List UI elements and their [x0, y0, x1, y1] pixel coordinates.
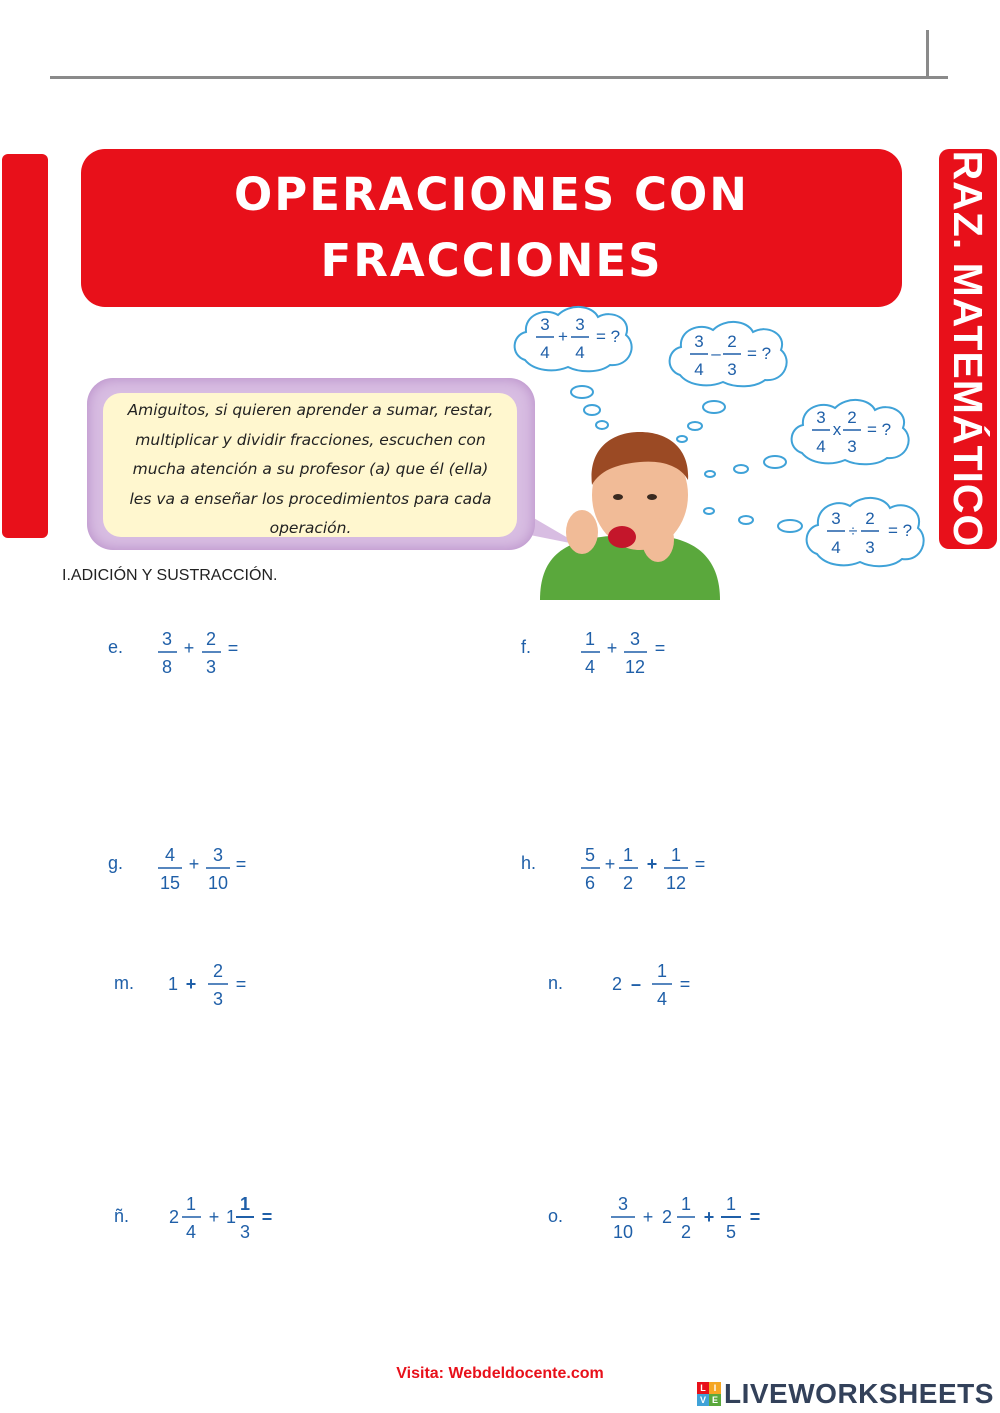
numerator: 1 — [656, 961, 668, 981]
equals: = — [235, 854, 247, 874]
equals: = — [679, 974, 691, 994]
denominator: 4 — [185, 1222, 197, 1242]
denominator: 8 — [161, 657, 173, 677]
title-line-1: OPERACIONES CON — [234, 168, 749, 221]
exercise-label: e. — [108, 637, 124, 657]
liveworksheets-wordmark: LIVEWORKSHEETS — [724, 1378, 994, 1409]
title-banner — [81, 149, 902, 307]
whole-number: 2 — [168, 1207, 180, 1227]
thought-cloud-division — [802, 496, 928, 568]
denominator: 3 — [205, 657, 217, 677]
cloud-num: 3 — [831, 509, 841, 528]
cloud-num: 3 — [816, 408, 826, 427]
exercise-o — [548, 1194, 760, 1242]
thought-cloud-addition — [510, 305, 636, 373]
cloud-den: 4 — [575, 343, 585, 362]
numerator: 1 — [680, 1194, 692, 1214]
denominator: 4 — [656, 989, 668, 1009]
denominator: 10 — [207, 873, 229, 893]
equals: = — [654, 638, 666, 658]
operator: + — [646, 854, 658, 874]
denominator: 2 — [680, 1222, 692, 1242]
equals: = — [261, 1207, 273, 1227]
exercise-label: g. — [108, 853, 124, 873]
liveworksheets-logo-icon: L I V E — [697, 1382, 721, 1406]
speech-line: mucha atención a su profesor (a) que él (ella) — [132, 460, 489, 478]
cloud-result: = ? — [595, 327, 621, 346]
denominator: 3 — [212, 989, 224, 1009]
thought-cloud-multiplication — [787, 398, 913, 466]
operator: + — [642, 1207, 654, 1227]
numerator: 3 — [629, 629, 641, 649]
operator: + — [185, 974, 197, 994]
equals: = — [749, 1207, 761, 1227]
operator: + — [188, 854, 200, 874]
numerator: 4 — [164, 845, 176, 865]
denominator: 12 — [665, 873, 687, 893]
cloud-den: 4 — [694, 360, 704, 379]
equals: = — [694, 854, 706, 874]
cloud-operator: x — [832, 420, 842, 439]
exercise-e — [108, 629, 238, 677]
operator: + — [606, 638, 618, 658]
equals: = — [227, 638, 239, 658]
equals: = — [235, 974, 247, 994]
title-line-2: FRACCIONES — [320, 234, 663, 287]
numerator: 1 — [670, 845, 682, 865]
boy-right-hand — [642, 518, 674, 562]
operator: + — [183, 638, 195, 658]
speech-line: operación. — [269, 519, 352, 537]
cloud-result: = ? — [866, 420, 892, 439]
cloud-operator: ÷ — [848, 523, 858, 540]
denominator: 12 — [624, 657, 646, 677]
numerator: 3 — [161, 629, 173, 649]
exercise-n — [548, 961, 690, 1009]
cloud-den: 4 — [816, 437, 826, 456]
top-rule-tick — [926, 30, 929, 78]
thought-cloud-subtraction — [665, 320, 791, 388]
cloud-result: = ? — [746, 344, 772, 363]
whole-number: 2 — [611, 974, 623, 994]
cloud-operator: – — [711, 344, 721, 363]
numerator: 1 — [725, 1194, 737, 1214]
footer-visit-link[interactable]: Visita: Webdeldocente.com — [396, 1365, 604, 1382]
numerator: 5 — [584, 845, 596, 865]
cloud-num: 2 — [727, 332, 737, 351]
cloud-operator: + — [558, 327, 568, 346]
left-red-bar — [2, 154, 48, 538]
numerator: 1 — [239, 1194, 251, 1214]
cloud-den: 4 — [831, 538, 841, 557]
numerator: 2 — [205, 629, 217, 649]
exercise-f — [521, 629, 665, 677]
numerator: 1 — [622, 845, 634, 865]
operator: + — [208, 1207, 220, 1227]
boy-mouth — [608, 526, 636, 548]
exercise-label: m. — [114, 973, 134, 993]
cloud-num: 2 — [865, 509, 875, 528]
cloud-num: 3 — [540, 315, 550, 334]
cloud-num: 3 — [694, 332, 704, 351]
denominator: 5 — [725, 1222, 737, 1242]
numerator: 3 — [212, 845, 224, 865]
cloud-num: 2 — [847, 408, 857, 427]
whole-number: 2 — [661, 1207, 673, 1227]
denominator: 15 — [159, 873, 181, 893]
exercise-g — [108, 845, 246, 893]
cloud-den: 3 — [865, 538, 875, 557]
cloud-result: = ? — [887, 521, 913, 540]
cloud-num: 3 — [575, 315, 585, 334]
exercises — [0, 600, 1000, 1260]
cloud-den: 3 — [847, 437, 857, 456]
boy-left-hand — [566, 510, 598, 554]
denominator: 3 — [239, 1222, 251, 1242]
top-rule — [50, 76, 948, 79]
exercise-label: n. — [548, 973, 564, 993]
liveworksheets-brand[interactable] — [697, 1376, 994, 1412]
exercise-label: ñ. — [114, 1206, 130, 1226]
numerator: 1 — [584, 629, 596, 649]
exercise-h — [521, 845, 705, 893]
denominator: 10 — [612, 1222, 634, 1242]
section-title: I.ADICIÓN Y SUSTRACCIÓN. — [62, 567, 278, 584]
whole-number: 1 — [167, 974, 179, 994]
operator: + — [703, 1207, 715, 1227]
speech-bubble-text — [108, 396, 513, 544]
denominator: 4 — [584, 657, 596, 677]
exercise-label: o. — [548, 1206, 564, 1226]
exercise-label: h. — [521, 853, 537, 873]
whole-number: 1 — [225, 1207, 237, 1227]
exercise-m — [114, 961, 246, 1009]
numerator: 3 — [617, 1194, 629, 1214]
cloud-den: 4 — [540, 343, 550, 362]
exercise-label: f. — [521, 637, 532, 657]
denominator: 2 — [622, 873, 634, 893]
side-banner-label: RAZ. MATEMÁTICO — [945, 150, 991, 548]
speech-line: les va a enseñar los procedimientos para cada — [129, 489, 492, 508]
exercise-enie — [114, 1194, 272, 1242]
operator: + — [604, 854, 616, 874]
denominator: 6 — [584, 873, 596, 893]
speech-line: multiplicar y dividir fracciones, escuchen con — [135, 430, 486, 449]
speech-line: Amiguitos, si quieren aprender a sumar, restar, — [127, 401, 494, 419]
numerator: 1 — [185, 1194, 197, 1214]
operator: – — [630, 974, 642, 994]
numerator: 2 — [212, 961, 224, 981]
cloud-den: 3 — [727, 360, 737, 379]
